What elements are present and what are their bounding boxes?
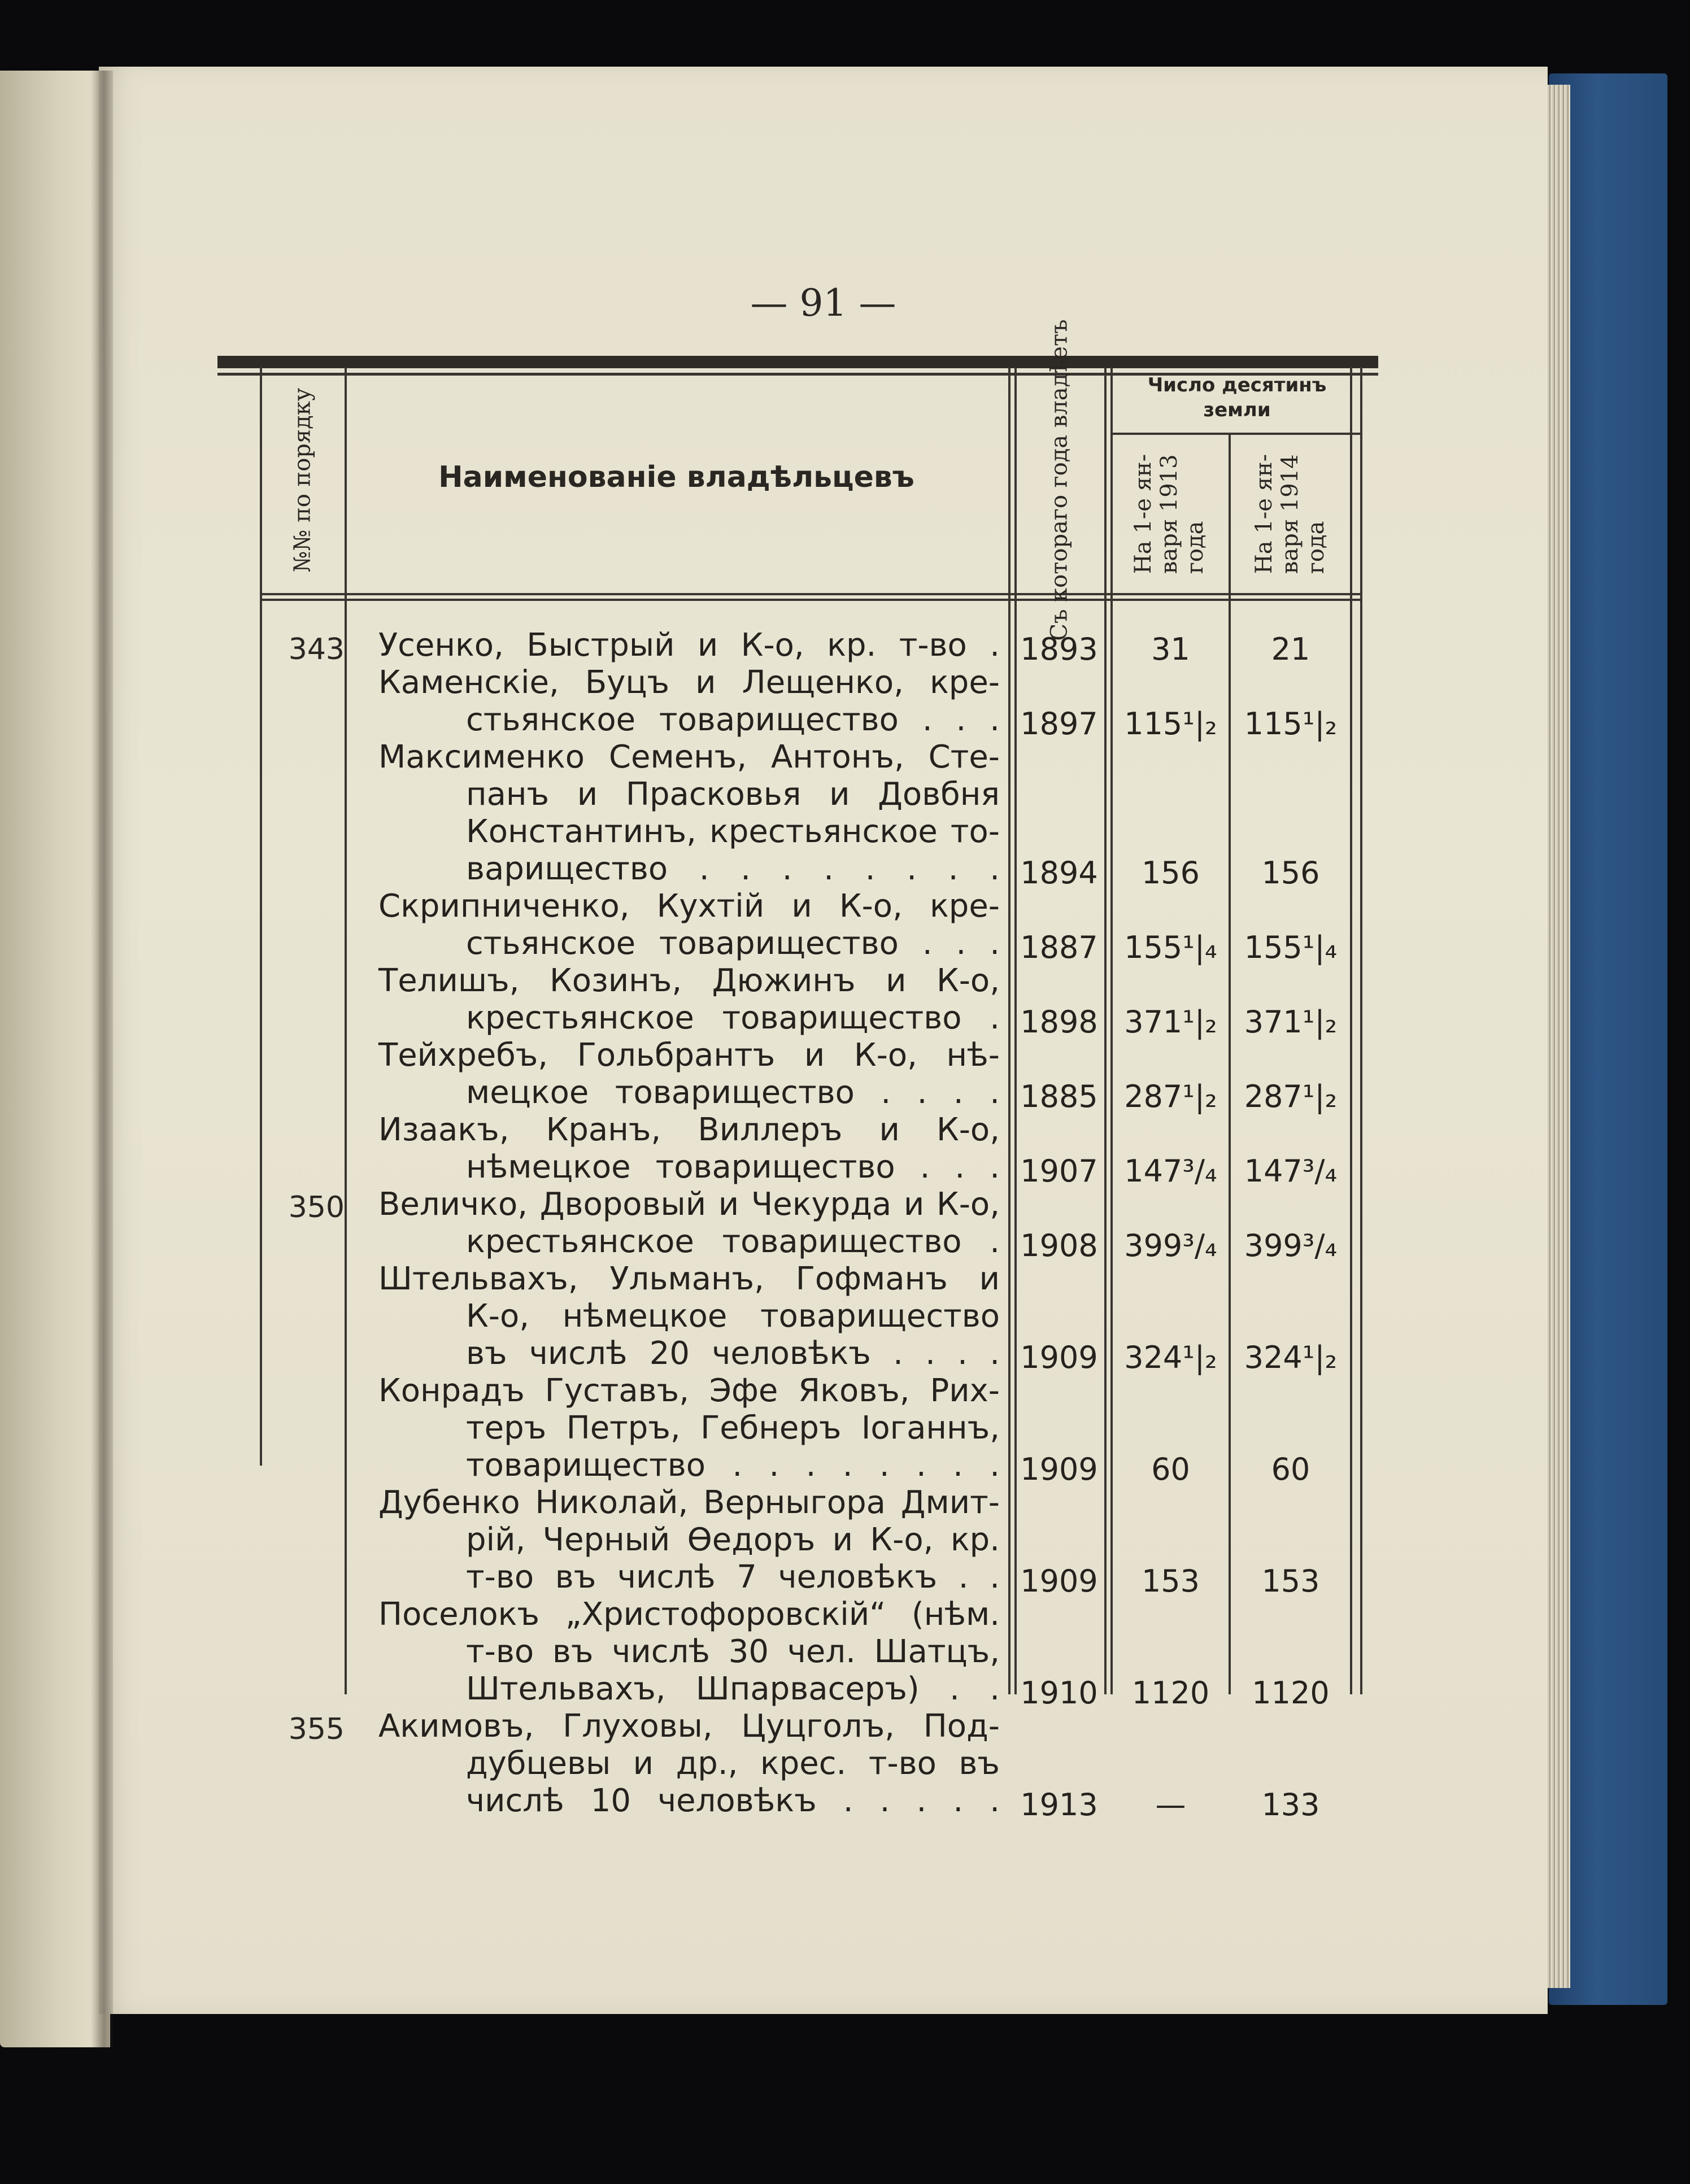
col-line-num: [345, 367, 347, 1694]
desyatin-1914: 156: [1261, 855, 1320, 891]
desyatin-1913: 153: [1141, 1563, 1200, 1599]
since-year: 1887: [1020, 930, 1098, 965]
desyatin-1913: 1120: [1131, 1675, 1210, 1711]
since-year: 1910: [1020, 1675, 1098, 1711]
desyatin-1913: 31: [1151, 631, 1190, 667]
desyatin-1914: 1120: [1252, 1675, 1330, 1711]
owner-name: Скрипниченко, Кухтій и К-о, кре- стьянское товарищество . . .: [378, 888, 1000, 962]
page-number: — 91 —: [750, 281, 896, 325]
since-year: 1909: [1020, 1340, 1098, 1375]
col-line-1913: [1229, 435, 1231, 1694]
desyatin-1913: 60: [1151, 1451, 1190, 1487]
header-1914: На 1-е ян- варя 1914 года: [1251, 454, 1330, 574]
header-bottom-rule: [260, 593, 1361, 595]
desyatin-1913: 115¹|₂: [1124, 706, 1217, 742]
owner-name: Максименко Семенъ, Антонъ, Сте- панъ и Прасковья и Довбня Константинъ, крестьянское то- варищество . . . . . . . .: [378, 739, 1000, 887]
owner-name: Величко, Дворовый и Чекурда и К-о, крестьянское товарищество .: [378, 1186, 1000, 1260]
desyatin-1913: 399³/₄: [1124, 1228, 1217, 1263]
row-number: 355: [288, 1712, 345, 1746]
header-1913: На 1-е ян- варя 1913 года: [1130, 454, 1209, 574]
desyatin-1913: —: [1155, 1787, 1186, 1823]
desyatin-1913: 155¹|₄: [1124, 930, 1217, 965]
since-year: 1885: [1020, 1079, 1098, 1114]
owner-name: Каменскіе, Буцъ и Лещенко, кре- стьянское товарищество . . .: [378, 664, 1000, 738]
header-number: №№ по порядку: [289, 387, 315, 573]
owner-name: Дубенко Николай, Верныгора Дмит- рій, Черный Өедоръ и К-о, кр. т-во въ числѣ 7 человѣкъ . .: [378, 1484, 1000, 1596]
header-bottom-rule-2: [260, 599, 1361, 601]
since-year: 1897: [1020, 706, 1098, 742]
desyatin-1914: 153: [1261, 1563, 1320, 1599]
row-number: 343: [288, 633, 345, 666]
table-top-rule: [217, 356, 1378, 368]
col-line-left-body: [260, 850, 262, 1466]
owner-name: Конрадъ Густавъ, Эфе Яковъ, Рих- теръ Петръ, Гебнеръ Іоганнъ, товарищество . . . . . . . .: [378, 1372, 1000, 1484]
since-year: 1894: [1020, 855, 1098, 891]
owner-name: Усенко, Быстрый и К-о, кр. т-во .: [378, 627, 1000, 664]
desyatin-1914: 324¹|₂: [1244, 1340, 1338, 1375]
desyatin-1914: 287¹|₂: [1244, 1079, 1338, 1114]
header-since-year: Съ котораго года владѣетъ: [1047, 319, 1073, 641]
desyatin-1914: 133: [1261, 1787, 1320, 1823]
owner-name: Штельвахъ, Ульманъ, Гофманъ и К-о, нѣмецкое товарищество въ числѣ 20 человѣкъ . . . .: [378, 1261, 1000, 1372]
since-year: 1893: [1020, 631, 1098, 667]
since-year: 1908: [1020, 1228, 1098, 1263]
spine-shadow: [90, 71, 113, 2047]
owner-name: Тейхребъ, Гольбрантъ и К-о, нѣ- мецкое товарищество . . . .: [378, 1037, 1000, 1111]
owner-name: Поселокъ „Христофоровскій“ (нѣм. т-во въ числѣ 30 чел. Шатцъ, Штельвахъ, Шпарвасеръ) . .: [378, 1596, 1000, 1707]
desyatin-1914: 399³/₄: [1244, 1228, 1338, 1263]
header-desyatin-group: Число десятинъ земли: [1147, 374, 1327, 421]
header-owner-name: Наименованіе владѣльцевъ: [438, 460, 914, 494]
owner-name: Акимовъ, Глуховы, Цуцголъ, Под- дубцевы и др., крес. т-во въ числѣ 10 человѣкъ . . . . .: [378, 1708, 1000, 1819]
col-line-name: [1008, 367, 1010, 1694]
since-year: 1907: [1020, 1153, 1098, 1189]
since-year: 1913: [1020, 1787, 1098, 1823]
desyatin-1914: 371¹|₂: [1244, 1004, 1338, 1040]
since-year: 1898: [1020, 1004, 1098, 1040]
desyatin-1913: 156: [1141, 855, 1200, 891]
row-number: 350: [288, 1191, 345, 1224]
desyatin-1913: 287¹|₂: [1124, 1079, 1217, 1114]
desyatin-1913: 147³/₄: [1124, 1153, 1217, 1189]
desyatin-1914: 21: [1271, 631, 1310, 667]
col-line-right-2: [1360, 367, 1362, 1694]
owner-name: Изаакъ, Кранъ, Виллеръ и К-о, нѣмецкое товарищество . . .: [378, 1111, 1000, 1185]
desyatin-1913: 324¹|₂: [1124, 1340, 1217, 1375]
owner-name: Телишъ, Козинъ, Дюжинъ и К-о, крестьянское товарищество .: [378, 962, 1000, 1036]
desyatin-1914: 115¹|₂: [1244, 706, 1338, 742]
desyatin-1914: 147³/₄: [1244, 1153, 1338, 1189]
since-year: 1909: [1020, 1451, 1098, 1487]
desyatin-1913: 371¹|₂: [1124, 1004, 1217, 1040]
col-line-right: [1350, 367, 1352, 1694]
desyatin-1914: 60: [1271, 1451, 1310, 1487]
since-year: 1909: [1020, 1563, 1098, 1599]
desyatin-1914: 155¹|₄: [1244, 930, 1338, 965]
